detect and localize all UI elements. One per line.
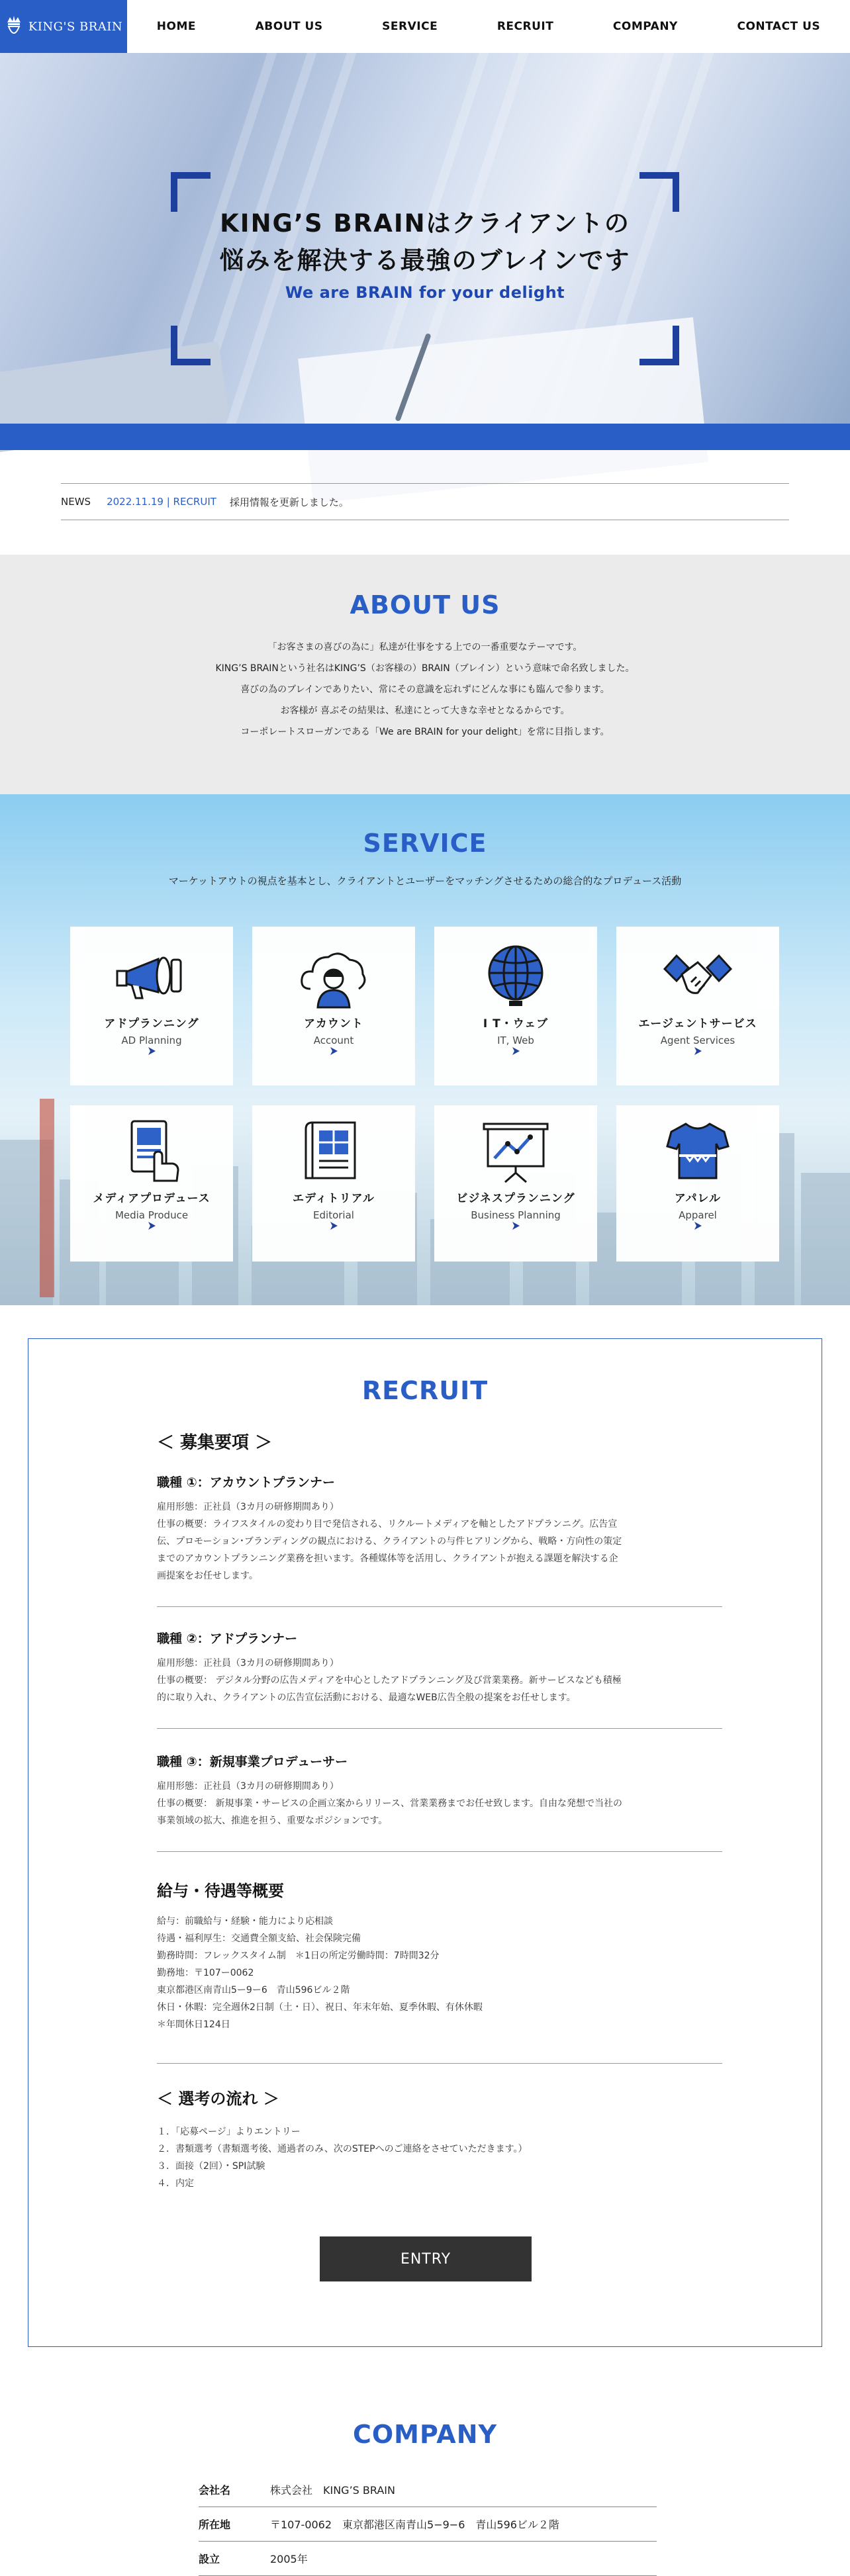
job-detail: 仕事の概要：ライフスタイルの変わり目で発信される、リクルートメディアを軸としたアドプランニグ。広告宣 [157, 1519, 618, 1530]
service-title: SERVICE [363, 829, 487, 858]
nav-about-us[interactable]: ABOUT US [255, 20, 323, 33]
card-title-jp: I T・ウェブ [483, 1017, 549, 1031]
card-title-en: Agent Services [660, 1035, 735, 1046]
service-card-it-web[interactable] [434, 927, 597, 1085]
company-key: 所在地 [199, 2518, 231, 2531]
site-header [0, 0, 850, 53]
service-section [0, 794, 850, 1305]
salary-heading: 給与・待遇等概要 [157, 1882, 284, 1900]
service-card-ad-planning[interactable] [70, 927, 233, 1085]
about-text [0, 637, 850, 743]
job-detail: 仕事の概要： デジタル分野の広告メディアを中心としたアドプランニング及び営業業務。新サービスなども積極 [157, 1675, 622, 1686]
company-value: 2005年 [270, 2553, 308, 2565]
salary-block [157, 1878, 722, 2033]
chevron-right-icon [147, 1221, 156, 1230]
news-bar [61, 483, 789, 520]
recruit-title: RECRUIT [361, 1376, 489, 1405]
bracket-bottom-left [171, 326, 211, 365]
service-card-editorial[interactable] [252, 1105, 415, 1262]
job-detail: 伝、プロモーション･ブランディングの観点における、クライアントの与件ヒアリングから、戦略・方向性の策定 [157, 1536, 622, 1547]
bracket-bottom-right [639, 326, 679, 365]
divider [157, 2063, 722, 2064]
job-detail: 仕事の概要： 新規事業・サービスの企画立案からリリース、営業業務までお任せ致します。自由な発想で当社の [157, 1798, 623, 1809]
flow-step: ４．内定 [157, 2178, 194, 2189]
company-value: 株式会社 KING’S BRAIN [270, 2484, 395, 2497]
chevron-right-icon [329, 1221, 338, 1230]
about-section [0, 555, 850, 794]
job-3 [157, 1752, 722, 1829]
chevron-right-icon [511, 1221, 520, 1230]
service-card-apparel[interactable] [616, 1105, 779, 1262]
company-row [199, 2507, 657, 2542]
flow-step: ２．書類選考（書類選考後、通過者のみ、次のSTEPへのご連絡をさせていただきます。） [157, 2144, 528, 2154]
job-detail: 雇用形態：正社員（3カ月の研修期間あり） [157, 1781, 339, 1792]
card-title-jp: アドプランニング [104, 1017, 199, 1031]
salary-detail: 東京都港区南青山5ー9ー6 青山596ビル２階 [157, 1985, 350, 1996]
recruit-section [28, 1338, 822, 2347]
job-title: 職種 ③：新規事業プロデューサー [157, 1755, 348, 1769]
tshirt-icon [658, 1117, 737, 1183]
megaphone-icon [112, 943, 191, 1009]
card-title-jp: ビジネスプランニング [456, 1192, 575, 1205]
hero-headline-2: 悩みを解決する最強のブレインです [219, 246, 631, 275]
flow-heading: ＜ 選考の流れ ＞ [157, 2090, 279, 2108]
card-title-en: Account [313, 1035, 354, 1046]
job-title: 職種 ①：アカウントプランナー [157, 1475, 335, 1490]
card-title-en: Business Planning [471, 1209, 561, 1221]
job-detail: までのアカウントプランニング業務を担います。各種媒体等を活用し、クライアントが抱える課題を解決する企 [157, 1553, 618, 1564]
nav-company[interactable]: COMPANY [612, 20, 678, 33]
salary-detail: 勤務時間：フレックスタイム制 ＊1日の所定労働時間：7時間32分 [157, 1951, 440, 1961]
company-title: COMPANY [352, 2420, 498, 2449]
job-detail: 画提案をお任せします。 [157, 1571, 258, 1581]
about-title: ABOUT US [350, 590, 500, 620]
service-card-media-produce[interactable] [70, 1105, 233, 1262]
divider [157, 1851, 722, 1852]
hero-tagline: We are BRAIN for your delight [285, 283, 565, 302]
salary-detail: 休日・休暇：完全週休2日制（土・日）、祝日、年末年始、夏季休暇、有休休暇 [157, 2002, 483, 2013]
card-title-en: AD Planning [121, 1035, 182, 1046]
flow-step: １．「応募ページ」よりエントリー [157, 2127, 301, 2137]
about-line: 「お客さまの喜びの為に」私達が仕事をする上での一番重要なテーマです。 [267, 642, 583, 653]
company-table [199, 2473, 657, 2576]
card-title-jp: アパレル [674, 1192, 722, 1205]
company-key: 会社名 [199, 2484, 231, 2497]
company-section [0, 2380, 850, 2565]
entry-button[interactable]: ENTRY [320, 2236, 532, 2281]
divider [157, 1728, 722, 1729]
card-title-jp: エージェントサービス [638, 1017, 757, 1031]
company-row [199, 2542, 657, 2576]
newspaper-icon [294, 1117, 373, 1183]
about-line: 喜びの為のブレインでありたい、常にその意識を忘れずにどんな事にも臨んで参ります。 [240, 684, 610, 695]
news-label: NEWS [61, 496, 91, 508]
tablet-hand-icon [112, 1117, 191, 1183]
card-title-en: IT, Web [497, 1035, 534, 1046]
service-subtitle: マーケットアウトの視点を基本とし、クライアントとユーザーをマッチングさせるための総合的なプロデュース活動 [168, 875, 682, 887]
card-title-jp: アカウント [304, 1017, 363, 1031]
nav-home[interactable]: HOME [156, 20, 197, 33]
crown-icon [5, 13, 23, 40]
job-detail: 的に取り入れ、クライアントの広告宣伝活動における、最適なWEB広告全般の提案をお任せします。 [157, 1692, 576, 1703]
job-detail: 事業領域の拡大、推進を担う、重要なポジションです。 [157, 1816, 388, 1826]
service-card-business-planning[interactable] [434, 1105, 597, 1262]
hero-banner [0, 53, 850, 450]
about-line: KING’S BRAINという社名はKING’S（お客様の）BRAIN（ブレイン）という意味で命名致しました。 [215, 663, 635, 674]
nav-service[interactable]: SERVICE [382, 20, 438, 33]
hero-headline-1: KING’S BRAINはクライアントの [220, 209, 630, 238]
card-title-en: Editorial [313, 1209, 354, 1221]
company-value: 〒107-0062 東京都港区南青山5−9−6 青山596ビル２階 [270, 2518, 559, 2531]
requirements-block [157, 1429, 722, 1453]
news-date[interactable]: 2022.11.19 [107, 496, 164, 508]
globe-icon [476, 943, 555, 1009]
salary-detail: 勤務地：〒107ー0062 [157, 1968, 254, 1978]
flow-step: ３．面接（2回）・SPI試験 [157, 2161, 265, 2172]
company-key: 設立 [199, 2553, 220, 2565]
job-title: 職種 ②：アドプランナー [157, 1632, 298, 1646]
presentation-chart-icon [476, 1117, 555, 1183]
job-1 [157, 1473, 722, 1585]
divider [157, 1606, 722, 1607]
hero-copy [171, 205, 679, 302]
card-title-en: Apparel [679, 1209, 717, 1221]
service-card-account[interactable] [252, 927, 415, 1085]
service-card-agent-services[interactable] [616, 927, 779, 1085]
handshake-icon [658, 943, 737, 1009]
card-title-en: Media Produce [115, 1209, 189, 1221]
chevron-right-icon [511, 1046, 520, 1056]
job-2 [157, 1629, 722, 1706]
requirements-heading: ＜ 募集要項 ＞ [157, 1433, 273, 1453]
nav-contact-us[interactable]: CONTACT US [737, 20, 821, 33]
logo[interactable] [0, 0, 127, 53]
salary-detail: 給与：前職給与・経験・能力により応相談 [157, 1916, 333, 1927]
chevron-right-icon [329, 1046, 338, 1056]
nav-recruit[interactable]: RECRUIT [496, 20, 554, 33]
about-line: コーポレートスローガンである「We are BRAIN for your delight」を常に目指します。 [240, 727, 610, 737]
news-category[interactable]: | RECRUIT [166, 496, 216, 508]
company-row [199, 2473, 657, 2507]
salary-detail: ＊年間休日124日 [157, 2019, 230, 2030]
main-nav [127, 0, 850, 53]
chevron-right-icon [693, 1046, 702, 1056]
selection-flow-block [157, 2086, 722, 2192]
cloud-person-icon [294, 943, 373, 1009]
card-title-jp: メディアプロデュース [93, 1192, 211, 1205]
salary-detail: 待遇・福利厚生：交通費全額支給、社会保険完備 [157, 1933, 361, 1944]
logo-text: KING'S BRAIN [28, 19, 123, 34]
tokyo-tower-image [40, 1099, 54, 1297]
job-detail: 雇用形態：正社員（3カ月の研修期間あり） [157, 1502, 339, 1512]
news-text[interactable]: 採用情報を更新しました。 [229, 496, 349, 508]
chevron-right-icon [693, 1221, 702, 1230]
chevron-right-icon [147, 1046, 156, 1056]
card-title-jp: エディトリアル [293, 1192, 375, 1205]
about-line: お客様が 喜ぶその結果は、私達にとって大きな幸せとなるからです。 [280, 706, 570, 716]
job-detail: 雇用形態：正社員（3カ月の研修期間あり） [157, 1658, 339, 1669]
